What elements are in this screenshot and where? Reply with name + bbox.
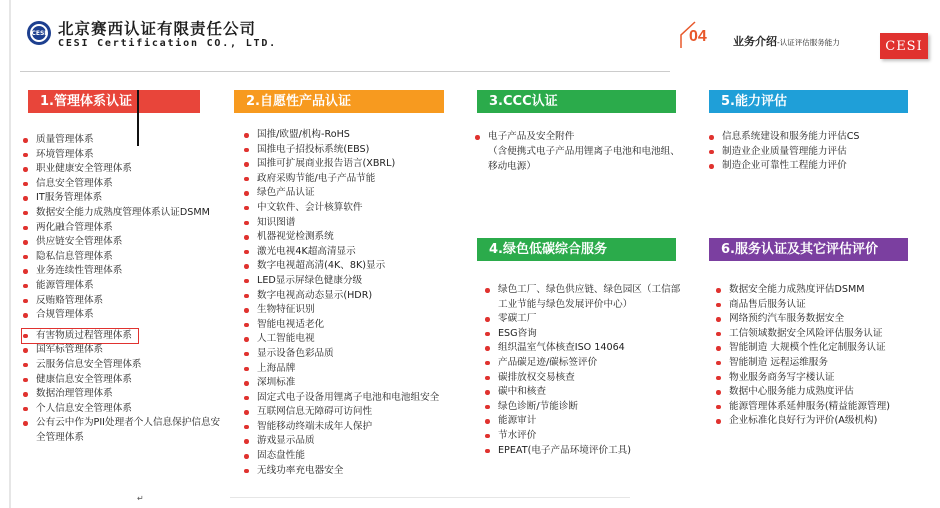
list-item-highlighted: 有害物质过程管理体系 (22, 329, 138, 344)
list-item: 信息安全管理体系 (22, 177, 227, 192)
logo-text: CESI (30, 24, 48, 42)
list-item: 人工智能电视 (243, 332, 471, 347)
list-item: 显示设备色彩品质 (243, 347, 471, 362)
list-item: 智能电视适老化 (243, 318, 471, 333)
company-name-en: CESI Certification CO., LTD. (58, 38, 277, 49)
list-item: 智能移动终端未成年人保护 (243, 420, 471, 435)
list-item: 激光电视4K超高清显示 (243, 245, 471, 260)
category-header-voluntary-product: 2.自愿性产品认证 (234, 90, 444, 113)
list-item: 合规管理体系 (22, 308, 227, 323)
list-item: 互联网信息无障碍可访问性 (243, 405, 471, 420)
list-item: 节水评价 (484, 429, 684, 444)
list-item: 数据中心服务能力成熟度评估 (715, 385, 930, 400)
section-title-main: 业务介绍 (733, 35, 777, 48)
page-edge (9, 0, 11, 508)
list-item: 中文软件、会计核算软件 (243, 201, 471, 216)
cesi-logo-icon (27, 21, 51, 45)
text-cursor (137, 90, 139, 146)
section-title (733, 33, 840, 49)
paragraph-mark: ↵ (137, 494, 144, 503)
list-item: 制造业企业质量管理能力评估 (708, 145, 923, 160)
list-item: 健康信息安全管理体系 (22, 373, 227, 388)
list-item: 制造企业可靠性工程能力评价 (708, 159, 923, 174)
list-item: 政府采购节能/电子产品节能 (243, 172, 471, 187)
list-item: 电子产品及安全附件 (474, 130, 684, 145)
list-item: 知识图谱 (243, 216, 471, 231)
list-item: 机器视觉检测系统 (243, 230, 471, 245)
list-item: 碳中和核查 (484, 385, 684, 400)
list-item: 智能制造 大规模个性化定制服务认证 (715, 341, 930, 356)
list-item: 网络预约汽车服务数据安全 (715, 312, 930, 327)
header-divider (20, 71, 670, 72)
list-item: 供应链安全管理体系 (22, 235, 227, 250)
footer-divider (230, 497, 630, 498)
list-item: 数字电视高动态显示(HDR) (243, 289, 471, 304)
ccc-note: （含便携式电子产品用锂离子电池和电池组、移动电源） (488, 146, 680, 172)
list-item: 组织温室气体核查ISO 14064 (484, 341, 684, 356)
list-item: 能源管理体系 (22, 279, 227, 294)
list-item: 固定式电子设备用锂离子电池和电池组安全 (243, 391, 471, 406)
list-item: 零碳工厂 (484, 312, 684, 327)
company-name-cn: 北京赛西认证有限责任公司 (58, 20, 257, 38)
list-item: 能源管理体系延伸服务(精益能源管理) (715, 400, 930, 415)
list-item: 能源审计 (484, 414, 684, 429)
category-header-service-certification: 6.服务认证及其它评估评价 (709, 238, 908, 261)
list-item: 智能制造 远程运维服务 (715, 356, 930, 371)
list-item: 反贿赂管理体系 (22, 294, 227, 309)
list-item: 隐私信息管理体系 (22, 250, 227, 265)
category-header-green-low-carbon: 4.绿色低碳综合服务 (477, 238, 676, 261)
list-item: 上海品牌 (243, 362, 471, 377)
list-item: 深圳标准 (243, 376, 471, 391)
section-number: 04 (689, 28, 707, 45)
list-item: 碳排放权交易核查 (484, 371, 684, 386)
list-item: 产品碳足迹/碳标签评价 (484, 356, 684, 371)
list-item: LED显示屏绿色健康分级 (243, 274, 471, 289)
list-item: 工信领域数据安全风险评估服务认证 (715, 327, 930, 342)
list-item: 固态盘性能 (243, 449, 471, 464)
section-title-sub: -认证评估服务能力 (777, 38, 840, 47)
list-item: 数据安全能力成熟度管理体系认证DSMM (22, 206, 227, 221)
list-item: 云服务信息安全管理体系 (22, 358, 227, 373)
list-item: 数据治理管理体系 (22, 387, 227, 402)
list-item: 环境管理体系 (22, 148, 227, 163)
list-item: 两化融合管理体系 (22, 221, 227, 236)
list-item: IT服务管理体系 (22, 191, 227, 206)
list-item: 绿色工厂、绿色供应链、绿色园区（工信部工业节能与绿色发展评价中心） (484, 283, 684, 312)
list-item: 国军标管理体系 (22, 343, 227, 358)
list-item: 数字电视超高清(4K、8K)显示 (243, 259, 471, 274)
list-item: 国推电子招投标系统(EBS) (243, 143, 471, 158)
list-item: 游戏显示品质 (243, 434, 471, 449)
ccc-list (474, 130, 684, 145)
list-item: 国推可扩展商业报告语言(XBRL) (243, 157, 471, 172)
service-certification-list (715, 283, 930, 429)
list-item: 个人信息安全管理体系 (22, 402, 227, 417)
list-item: 绿色产品认证 (243, 186, 471, 201)
list-item: 生物特征识别 (243, 303, 471, 318)
list-item: 无线功率充电器安全 (243, 464, 471, 479)
list-item: 质量管理体系 (22, 133, 227, 148)
management-systems-list (22, 133, 227, 445)
category-header-management-systems: 1.管理体系认证 (28, 90, 200, 113)
list-item: 商品售后服务认证 (715, 298, 930, 313)
list-item: 职业健康安全管理体系 (22, 162, 227, 177)
list-item: 信息系统建设和服务能力评估CS (708, 130, 923, 145)
capability-assessment-list (708, 130, 923, 174)
category-header-ccc: 3.CCC认证 (477, 90, 676, 113)
list-item: 企业标准化良好行为评价(A级机构) (715, 414, 930, 429)
list-item: ESG咨询 (484, 327, 684, 342)
list-item: 公有云中作为PII处理者个人信息保护信息安全管理体系 (22, 416, 227, 445)
list-item: 国推/欧盟/机构-RoHS (243, 128, 471, 143)
voluntary-product-list (243, 128, 471, 478)
list-item: 绿色诊断/节能诊断 (484, 400, 684, 415)
list-item: 业务连续性管理体系 (22, 264, 227, 279)
list-item: 数据安全能力成熟度评估DSMM (715, 283, 930, 298)
list-item: 物业服务商务写字楼认证 (715, 371, 930, 386)
category-header-capability-assessment: 5.能力评估 (709, 90, 908, 113)
cesi-badge: CESI (880, 33, 928, 59)
list-item: EPEAT(电子产品环境评价工具) (484, 444, 684, 459)
green-low-carbon-list (484, 283, 684, 458)
